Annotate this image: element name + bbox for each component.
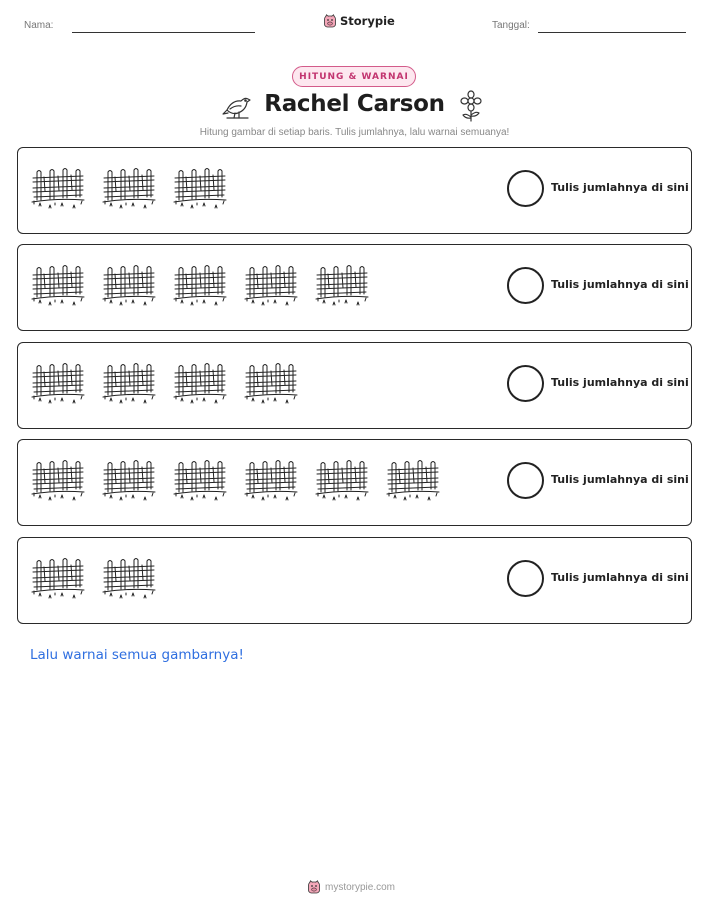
fence-icon[interactable] bbox=[31, 359, 85, 405]
fence-icon[interactable] bbox=[102, 359, 156, 405]
fence-icon[interactable] bbox=[102, 164, 156, 210]
fence-icon[interactable] bbox=[31, 261, 85, 307]
fence-icon[interactable] bbox=[173, 359, 227, 405]
fence-icon[interactable] bbox=[315, 261, 369, 307]
picture-group bbox=[31, 261, 369, 307]
answer-circle[interactable] bbox=[507, 365, 544, 402]
picture-group bbox=[31, 554, 156, 600]
fence-icon[interactable] bbox=[102, 261, 156, 307]
fence-icon[interactable] bbox=[31, 456, 85, 502]
fence-icon[interactable] bbox=[102, 554, 156, 600]
title-row bbox=[0, 90, 709, 124]
fence-icon[interactable] bbox=[386, 456, 440, 502]
answer-circle[interactable] bbox=[507, 462, 544, 499]
answer-label: Tulis jumlahnya di sini bbox=[551, 376, 689, 389]
answer-circle[interactable] bbox=[507, 170, 544, 207]
fence-icon[interactable] bbox=[244, 261, 298, 307]
fence-icon[interactable] bbox=[173, 261, 227, 307]
counting-row bbox=[17, 147, 692, 234]
brand-logo bbox=[323, 14, 395, 28]
activity-badge: HITUNG & WARNAI bbox=[292, 66, 416, 87]
instructions: Hitung gambar di setiap baris. Tulis jumlahnya, lalu warnai semuanya! bbox=[199, 127, 510, 138]
footer-note: Lalu warnai semua gambarnya! bbox=[30, 647, 244, 663]
fence-icon[interactable] bbox=[244, 359, 298, 405]
fence-icon[interactable] bbox=[102, 456, 156, 502]
answer-label: Tulis jumlahnya di sini bbox=[551, 571, 689, 584]
site-footer bbox=[307, 880, 395, 894]
picture-group bbox=[31, 359, 298, 405]
answer-label: Tulis jumlahnya di sini bbox=[551, 278, 689, 291]
fence-icon[interactable] bbox=[173, 456, 227, 502]
counting-row bbox=[17, 342, 692, 429]
answer-label: Tulis jumlahnya di sini bbox=[551, 181, 689, 194]
flower-icon bbox=[458, 90, 484, 122]
worksheet-title: Rachel Carson bbox=[264, 91, 445, 117]
name-line[interactable] bbox=[72, 32, 255, 33]
fence-icon[interactable] bbox=[315, 456, 369, 502]
picture-group bbox=[31, 164, 227, 210]
name-label: Nama: bbox=[24, 20, 54, 31]
date-label: Tanggal: bbox=[492, 20, 530, 31]
brand-name: Storypie bbox=[340, 14, 395, 28]
pig-icon bbox=[323, 14, 337, 28]
picture-group bbox=[31, 456, 440, 502]
counting-row bbox=[17, 244, 692, 331]
pig-icon bbox=[307, 880, 321, 894]
counting-row bbox=[17, 439, 692, 526]
fence-icon[interactable] bbox=[31, 554, 85, 600]
fence-icon[interactable] bbox=[244, 456, 298, 502]
fence-icon[interactable] bbox=[31, 164, 85, 210]
fence-icon[interactable] bbox=[173, 164, 227, 210]
site-url: mystorypie.com bbox=[325, 881, 396, 893]
answer-circle[interactable] bbox=[507, 560, 544, 597]
answer-label: Tulis jumlahnya di sini bbox=[551, 473, 689, 486]
answer-circle[interactable] bbox=[507, 267, 544, 304]
counting-row bbox=[17, 537, 692, 624]
date-line[interactable] bbox=[538, 32, 686, 33]
